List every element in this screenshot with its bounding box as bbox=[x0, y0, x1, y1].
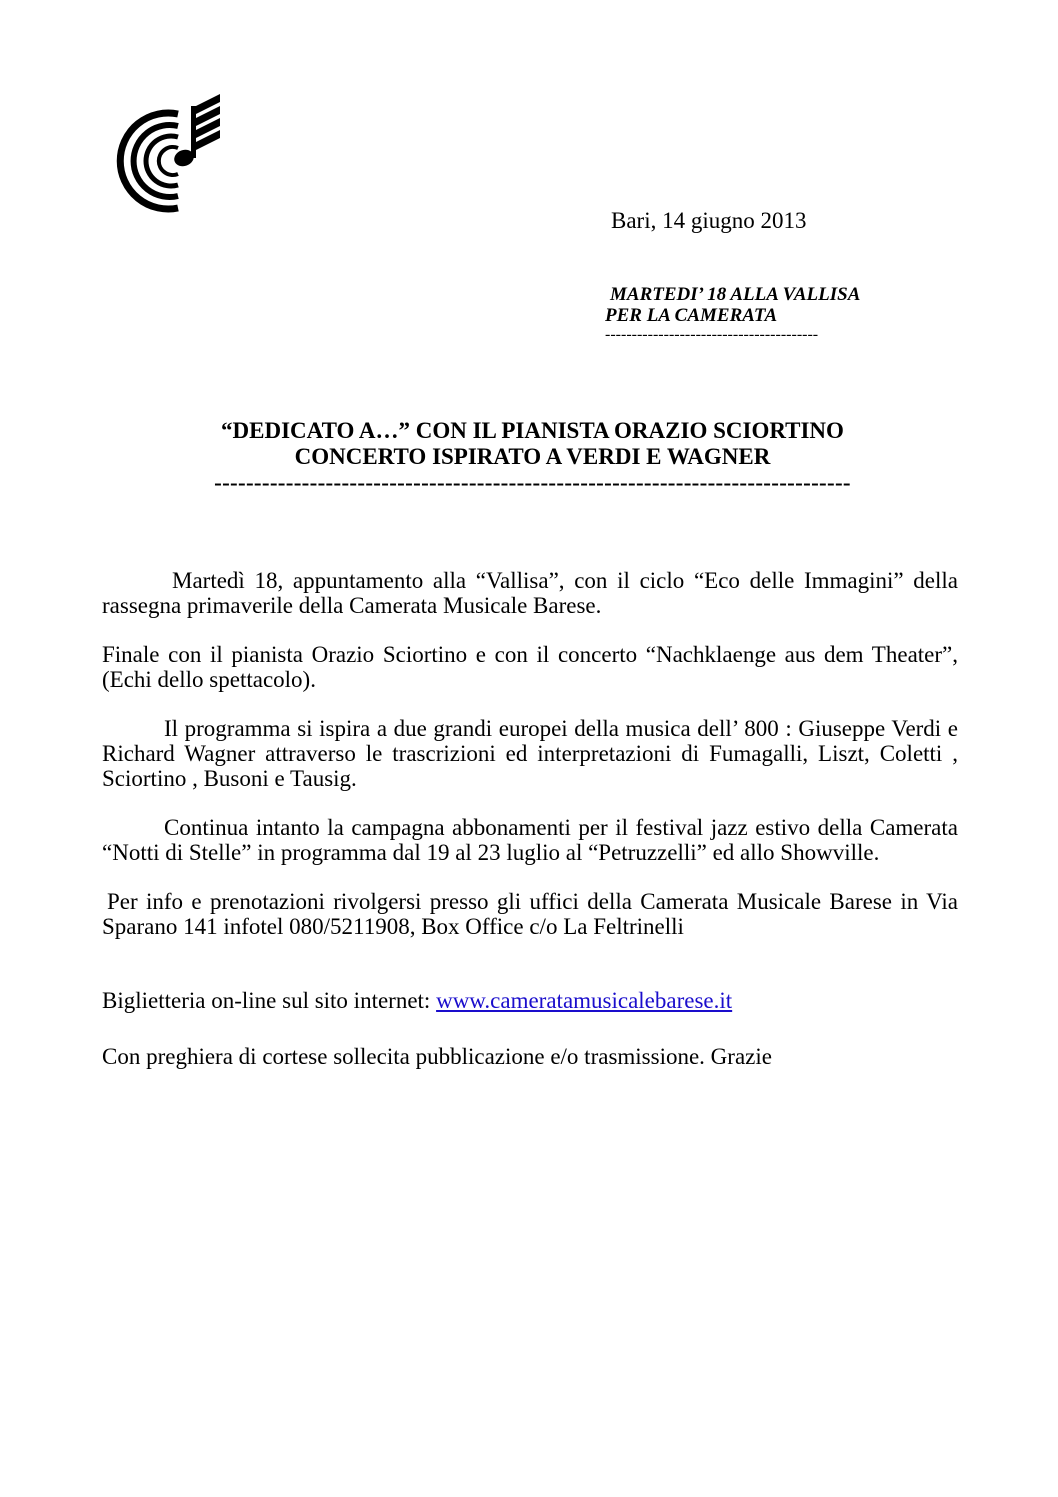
paragraph-closing: Con preghiera di cortese sollecita pubblicazione e/o trasmissione. Grazie bbox=[102, 1044, 772, 1069]
document-title bbox=[100, 418, 965, 496]
subheading bbox=[605, 284, 860, 344]
document-body bbox=[102, 568, 958, 1069]
paragraph-1: Martedì 18, appuntamento alla “Vallisa”, con il ciclo “Eco delle Immagini” della rassegna primaverile della Camerata Musicale Barese. bbox=[102, 568, 958, 618]
subheading-line-2: PER LA CAMERATA bbox=[605, 305, 778, 326]
ticketing-label: Biglietteria on-line sul sito internet: bbox=[102, 988, 437, 1013]
paragraph-5: Per info e prenotazioni rivolgersi presso gli uffici della Camerata Musicale Barese in Via Sparano 141 infotel 080/5211908, Box Office c/o La Feltrinelli bbox=[102, 889, 958, 939]
letter-date: Bari, 14 giugno 2013 bbox=[611, 208, 807, 233]
subheading-rule: ---------------------------------------- bbox=[605, 326, 819, 343]
title-line-1: “DEDICATO A…” CON IL PIANISTA ORAZIO SCIORTINO bbox=[221, 418, 844, 443]
paragraph-3: Il programma si ispira a due grandi europei della musica dell’ 800 : Giuseppe Verdi e Richard Wagner attraverso le trascrizioni ed interpretazioni di Fumagalli, Liszt, Coletti , Sciortino , Busoni e Tausig. bbox=[102, 716, 958, 791]
paragraph-2: Finale con il pianista Orazio Sciortino e con il concerto “Nachklaenge aus dem Theater”, (Echi dello spettacolo). bbox=[102, 642, 958, 692]
title-line-2: CONCERTO ISPIRATO A VERDI E WAGNER bbox=[294, 444, 771, 469]
camerata-musicale-logo-icon bbox=[116, 92, 226, 216]
paragraph-4: Continua intanto la campagna abbonamenti per il festival jazz estivo della Camerata “Notti di Stelle” in programma dal 19 al 23 luglio al “Petruzzelli” ed allo Showville. bbox=[102, 815, 958, 865]
subheading-line-1: MARTEDI’ 18 ALLA VALLISA bbox=[610, 284, 861, 305]
title-rule: -------------------------------------------------------------------------------- bbox=[214, 470, 851, 495]
website-link[interactable]: www.cameratamusicalebarese.it bbox=[436, 988, 733, 1013]
paragraph-ticketing bbox=[102, 988, 958, 1013]
